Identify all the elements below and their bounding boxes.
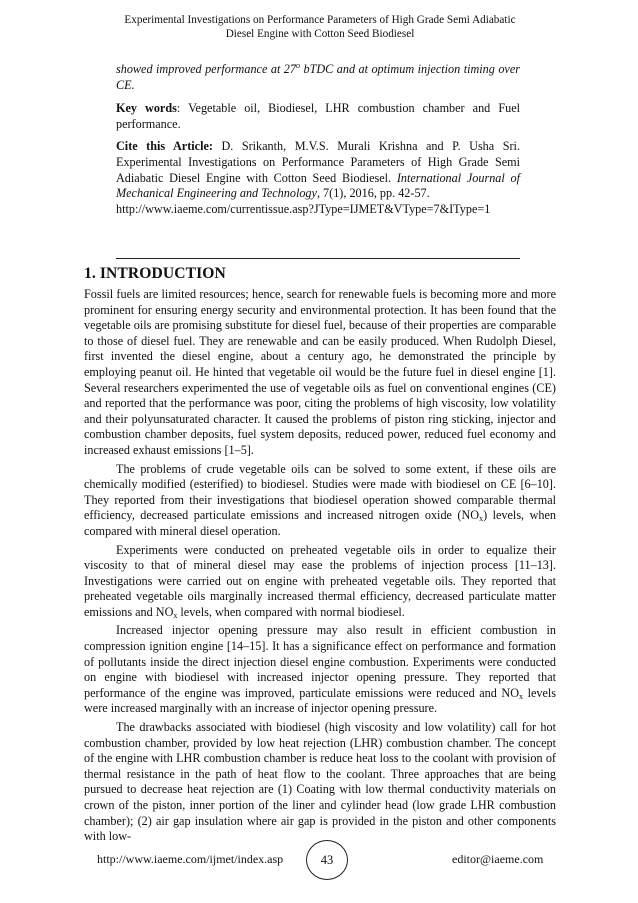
paragraph-2 [84,462,556,540]
paragraph-3 [84,543,556,621]
paragraph-2-text-a: The problems of crude vegetable oils can be solved to some extent, if these oils are chemically modified (esterified) to biodiesel. Studies were made with biodiesel on CE [6–10]. They reported from their investigations that biodiesel operation showed comparable thermal efficiency, decreased particulate emissions and increased nitrogen oxide (NO [84,461,556,523]
abstract-tail-text-1: showed improved performance at 27 [116,62,296,76]
footer-email[interactable]: editor@iaeme.com [452,852,544,866]
citation-authors: D. Srikanth, M.V.S. Murali Krishna and P. Usha Sri. Experimental Investigations on Performance Parameters of High Grade Semi Adiabatic Diesel Engine with Cotton Seed Biodiesel. [116,139,520,185]
citation-journal: International Journal of Mechanical Engineering and Technology [116,170,520,201]
page-number-badge [306,840,348,880]
page-number: 43 [320,852,334,867]
body-text [84,287,556,848]
keywords-text: : Vegetable oil, Biodiesel, LHR combustion chamber and Fuel performance. [116,101,520,131]
paragraph-4 [84,623,556,717]
paragraph-3-text-a: Experiments were conducted on preheated vegetable oils in order to equalize their viscosity to that of mineral diesel may ease the problems of injection process [11–13]. Investigations were carried out on engine with preheated vegetable oils. They reported that preheated vegetable oils marginally increased thermal efficiency, decreased particulate matter emissions and NO [84,542,556,619]
running-header-line-1: Experimental Investigations on Performance Parameters of High Grade Semi Adiabatic [124,14,516,26]
citation-url: http://www.iaeme.com/currentissue.asp?JType=IJMET&VType=7&IType=1 [116,201,491,216]
paragraph-4-text-b: levels were increased marginally with an increase of injector opening pressure. [84,685,556,716]
citation-label: Cite this Article: [116,139,213,154]
abstract-tail-text-2: bTDC and at optimum injection timing over CE. [116,62,520,92]
nox-subscript: x [519,691,523,701]
degree-superscript: o [296,60,300,70]
running-header [90,13,550,41]
running-header-line-2: Diesel Engine with Cotton Seed Biodiesel [225,28,415,40]
section-title: 1. INTRODUCTION [84,265,226,282]
keywords [116,101,520,132]
citation [116,139,520,217]
paragraph-3-text-b: levels, when compared with normal biodiesel. [177,604,405,619]
paragraph-1: Fossil fuels are limited resources; hence, search for renewable fuels is becoming more and more prominent for ensuring energy security and environmental protection. It has been found that the vegetable oils are promising substitute for diesel fuel, because of their properties are comparable to those of diesel fuel. They are renewable and can be easily produced. When Rudolph Diesel, first invented the diesel engine, about a century ago, he demonstrated the principle by employing peanut oil. He hinted that vegetable oil would be the future fuel in diesel engine [1]. Several researchers experimented the use of vegetable oils as fuel on conventional engines (CE) and reported that the performance was poor, citing the problems of high viscosity, low volatility and their polyunsaturated character. It caused the problems of piston ring sticking, injector and combustion chamber deposits, fuel system deposits, reduced power, reduced fuel economy and increased exhaust emissions [1–5]. [84,287,556,457]
footer-url[interactable]: http://www.iaeme.com/ijmet/index.asp [97,852,284,866]
nox-subscript: x [173,610,178,620]
nox-subscript: x [479,514,484,524]
page-footer [0,840,638,880]
section-divider [116,258,520,259]
keywords-label: Key words [116,101,177,116]
citation-details: , 7(1), 2016, pp. 42-57. [316,186,430,201]
paragraph-2-text-b: ) levels, when compared with mineral diesel operation. [84,508,556,538]
paragraph-4-text-a: Increased injector opening pressure may also result in efficient combustion in compression ignition engine [14–15]. It has a significance effect on performance and formation of pollutants inside the direct injection diesel engine combustion. Experiments were conducted on engine with biodiesel with increased injector opening pressure. They reported that performance of the engine was improved, particulate emissions were reduced and NO [84,623,556,700]
abstract-block [116,62,520,217]
abstract-tail [116,62,520,93]
paragraph-5: The drawbacks associated with biodiesel (high viscosity and low volatility) call for hot combustion chamber, provided by low heat rejection (LHR) combustion chamber. The concept of the engine with LHR combustion chamber is reduce heat loss to the coolant with provision of thermal resistance in the path of heat flow to the coolant. Three approaches that are being pursued to decrease heat rejection are (1) Coating with low thermal conductivity materials on crown of the piston, inner portion of the liner and cylinder head (low grade LHR combustion chamber); (2) air gap insulation where air gap is provided in the piston and other components with low- [84,720,556,844]
